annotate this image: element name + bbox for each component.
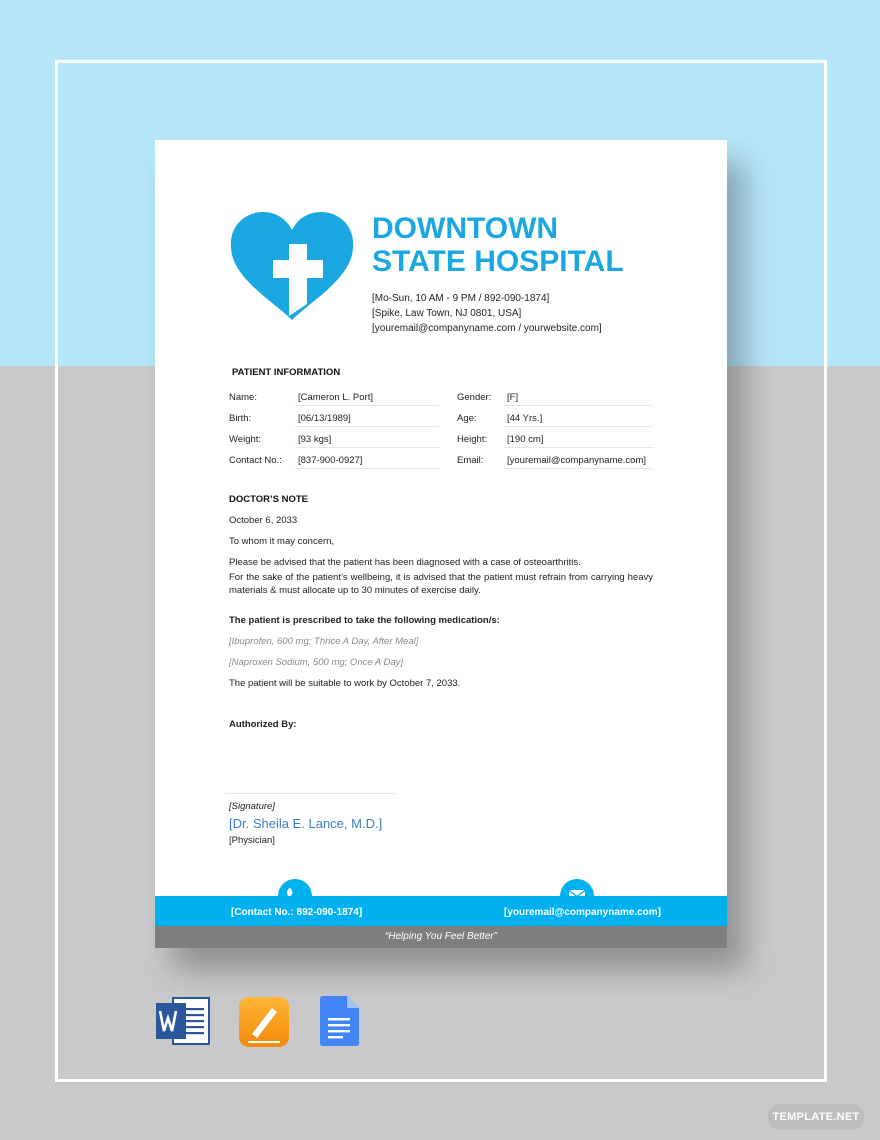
signature-line [225, 793, 397, 794]
field-line [295, 447, 439, 448]
authorized-by-label: Authorized By: [229, 719, 297, 730]
note-paragraph-diagnosis: Please be advised that the patient has been diagnosed with a case of osteoarthritis. [229, 557, 581, 568]
hospital-name-line1: DOWNTOWN [372, 212, 559, 245]
signature-placeholder: [Signature] [229, 801, 275, 812]
field-value-age: [44 Yrs.] [507, 413, 543, 424]
document-page [155, 140, 727, 948]
word-app-icon[interactable] [155, 996, 211, 1046]
field-line [504, 405, 654, 406]
template-net-badge[interactable]: TEMPLATE.NET [768, 1104, 864, 1130]
field-line [295, 468, 439, 469]
field-value-email: [youremail@companyname.com] [507, 455, 647, 466]
field-value-height: [190 cm] [507, 434, 544, 445]
field-label-email: Email: [457, 455, 484, 466]
field-value-name: [Cameron L. Port] [298, 392, 373, 403]
field-value-weight: [93 kgs] [298, 434, 332, 445]
medication-item: [Naproxen Sodium, 500 mg; Once A Day] [229, 657, 404, 668]
hospital-hours: [Mo-Sun, 10 AM - 9 PM / 892-090-1874] [372, 293, 550, 304]
doctor-role: [Physician] [229, 835, 275, 846]
field-line [295, 426, 439, 427]
heart-cross-logo-icon [229, 212, 355, 322]
note-paragraph-advice: For the sake of the patient’s wellbeing, it is advised that the patient must refrain from carrying heavy materials & must allocate up to 30 minutes of exercise daily. [229, 572, 653, 596]
field-line [504, 447, 654, 448]
field-label-birth: Birth: [229, 413, 252, 424]
hospital-info [372, 291, 602, 336]
field-label-name: Name: [229, 392, 257, 403]
doctor-name: [Dr. Sheila E. Lance, M.D.] [229, 816, 383, 831]
pages-app-icon[interactable] [238, 996, 290, 1048]
field-label-age: Age: [457, 413, 477, 424]
medication-heading: The patient is prescribed to take the following medication/s: [229, 615, 500, 626]
hospital-name-line2: STATE HOSPITAL [372, 245, 624, 278]
hospital-address: [Spike, Law Town, NJ 0801, USA] [372, 308, 522, 319]
footer-email: [youremail@companyname.com] [504, 907, 662, 918]
field-value-gender: [F] [507, 392, 519, 403]
note-greeting: To whom it may concern, [229, 536, 335, 547]
return-to-work-text: The patient will be suitable to work by October 7, 2033. [229, 678, 461, 689]
doctors-note-title: DOCTOR’S NOTE [229, 494, 308, 505]
hospital-web: [youremail@companyname.com / yourwebsite.com] [372, 323, 602, 334]
google-docs-app-icon[interactable] [318, 995, 360, 1047]
footer-tagline: “Helping You Feel Better” [155, 926, 727, 948]
note-date: October 6, 2033 [229, 515, 298, 526]
medication-item: [Ibuprofen, 600 mg; Thrice A Day, After Meal] [229, 636, 419, 647]
footer-contact: [Contact No.: 892-090-1874] [231, 907, 363, 918]
field-line [504, 426, 654, 427]
field-line [504, 468, 654, 469]
field-label-height: Height: [457, 434, 488, 445]
patient-info-title: PATIENT INFORMATION [232, 367, 341, 378]
field-value-contact: [837-900-0927] [298, 455, 363, 466]
field-label-weight: Weight: [229, 434, 262, 445]
field-line [295, 405, 439, 406]
field-label-contact: Contact No.: [229, 455, 282, 466]
field-label-gender: Gender: [457, 392, 492, 403]
field-value-birth: [06/13/1989] [298, 413, 351, 424]
hospital-name [372, 212, 624, 278]
